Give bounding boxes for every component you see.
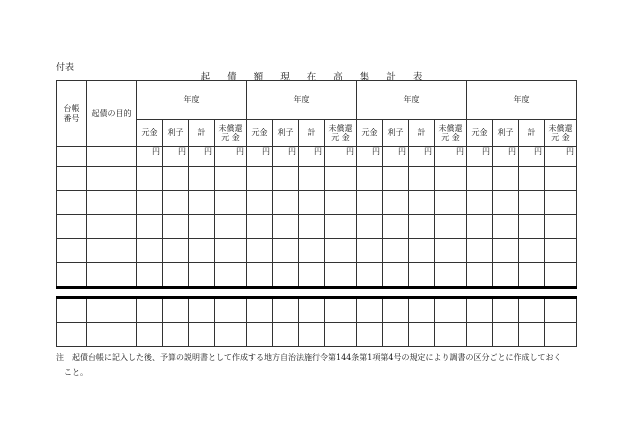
purpose-header: 起債の目的 — [87, 81, 137, 147]
table-cell — [87, 263, 137, 288]
table-cell — [493, 298, 519, 323]
table-cell — [409, 191, 435, 215]
yen-unit: 円 — [357, 147, 383, 167]
principal-header: 元金 — [137, 120, 163, 147]
total-header: 計 — [519, 120, 545, 147]
table-cell — [57, 215, 87, 239]
ledger-table — [56, 80, 577, 347]
table-cell — [215, 191, 247, 215]
table-cell — [57, 263, 87, 288]
table-cell — [435, 239, 467, 263]
table-cell — [519, 191, 545, 215]
table-cell — [325, 298, 357, 323]
table-cell — [493, 323, 519, 347]
table-cell — [189, 323, 215, 347]
table-row — [57, 191, 577, 215]
table-cell — [137, 191, 163, 215]
table-cell — [493, 191, 519, 215]
table-cell — [383, 298, 409, 323]
interest-header: 利子 — [493, 120, 519, 147]
yen-unit: 円 — [163, 147, 189, 167]
footnote-line-2: こと。 — [64, 368, 88, 377]
table-cell — [215, 263, 247, 288]
table-cell — [299, 191, 325, 215]
table-cell — [57, 167, 87, 191]
table-cell — [247, 298, 273, 323]
table-cell — [247, 167, 273, 191]
table-cell — [299, 167, 325, 191]
table-cell — [163, 167, 189, 191]
table-cell — [545, 263, 577, 288]
table-cell — [325, 323, 357, 347]
table-cell — [189, 167, 215, 191]
appendix-label: 付表 — [56, 63, 75, 73]
table-cell — [519, 323, 545, 347]
interest-header: 利子 — [163, 120, 189, 147]
table-cell — [545, 323, 577, 347]
empty-cell — [87, 147, 137, 167]
total-header: 計 — [409, 120, 435, 147]
table-cell — [57, 298, 87, 323]
table-row — [57, 215, 577, 239]
table-cell — [137, 239, 163, 263]
separator-row — [57, 288, 577, 298]
interest-header: 利子 — [383, 120, 409, 147]
yen-unit: 円 — [545, 147, 577, 167]
yen-unit-row — [57, 147, 577, 167]
table-cell — [493, 167, 519, 191]
table-cell — [325, 263, 357, 288]
table-cell — [299, 215, 325, 239]
table-cell — [383, 191, 409, 215]
table-cell — [87, 191, 137, 215]
table-cell — [435, 298, 467, 323]
table-cell — [435, 323, 467, 347]
table-cell — [545, 167, 577, 191]
table-cell — [409, 167, 435, 191]
table-cell — [467, 298, 493, 323]
table-cell — [545, 298, 577, 323]
table-cell — [325, 191, 357, 215]
table-cell — [215, 215, 247, 239]
total-header: 計 — [299, 120, 325, 147]
table-cell — [435, 215, 467, 239]
table-cell — [467, 215, 493, 239]
table-cell — [163, 191, 189, 215]
table-cell — [519, 215, 545, 239]
yen-unit: 円 — [409, 147, 435, 167]
table-cell — [189, 191, 215, 215]
table-cell — [299, 263, 325, 288]
table-cell — [57, 191, 87, 215]
table-cell — [435, 167, 467, 191]
empty-cell — [57, 147, 87, 167]
table-cell — [519, 298, 545, 323]
yen-unit: 円 — [215, 147, 247, 167]
yen-unit: 円 — [247, 147, 273, 167]
document-title: 起 債 額 現 在 高 集 計 表 — [200, 72, 430, 83]
table-cell — [409, 298, 435, 323]
table-cell — [163, 323, 189, 347]
table-cell — [87, 323, 137, 347]
table-cell — [87, 298, 137, 323]
table-cell — [273, 263, 299, 288]
footnote — [56, 350, 576, 380]
table-cell — [87, 239, 137, 263]
table-cell — [273, 215, 299, 239]
table-cell — [137, 263, 163, 288]
table-cell — [467, 239, 493, 263]
table-cell — [493, 215, 519, 239]
table-cell — [87, 215, 137, 239]
table-cell — [325, 167, 357, 191]
table-cell — [409, 239, 435, 263]
year-header: 年度 — [357, 81, 467, 120]
table-cell — [357, 215, 383, 239]
yen-unit: 円 — [435, 147, 467, 167]
table-cell — [493, 263, 519, 288]
interest-header: 利子 — [273, 120, 299, 147]
header-row-year — [57, 81, 577, 120]
unpaid-principal-header: 未償還元 金 — [215, 120, 247, 147]
table-cell — [383, 215, 409, 239]
unpaid-principal-header: 未償還元 金 — [325, 120, 357, 147]
double-rule — [57, 288, 577, 298]
table-row — [57, 263, 577, 288]
total-row — [57, 298, 577, 323]
yen-unit: 円 — [519, 147, 545, 167]
table-cell — [383, 239, 409, 263]
table-row — [57, 167, 577, 191]
table-cell — [189, 215, 215, 239]
table-cell — [189, 239, 215, 263]
unpaid-principal-header: 未償還元 金 — [545, 120, 577, 147]
table-cell — [383, 323, 409, 347]
table-cell — [273, 323, 299, 347]
table-cell — [215, 167, 247, 191]
table-cell — [273, 239, 299, 263]
table-cell — [137, 215, 163, 239]
table-cell — [273, 298, 299, 323]
table-cell — [87, 167, 137, 191]
year-header: 年度 — [137, 81, 247, 120]
table-cell — [383, 167, 409, 191]
table-cell — [163, 298, 189, 323]
yen-unit: 円 — [273, 147, 299, 167]
year-header: 年度 — [467, 81, 577, 120]
table-cell — [409, 323, 435, 347]
table-cell — [137, 323, 163, 347]
table-cell — [189, 298, 215, 323]
unpaid-principal-header: 未償還元 金 — [435, 120, 467, 147]
yen-unit: 円 — [383, 147, 409, 167]
yen-unit: 円 — [189, 147, 215, 167]
table-row — [57, 239, 577, 263]
principal-header: 元金 — [357, 120, 383, 147]
table-cell — [247, 191, 273, 215]
table-cell — [163, 239, 189, 263]
year-header: 年度 — [247, 81, 357, 120]
principal-header: 元金 — [247, 120, 273, 147]
yen-unit: 円 — [467, 147, 493, 167]
table-cell — [137, 167, 163, 191]
table-cell — [545, 215, 577, 239]
table-cell — [357, 323, 383, 347]
table-cell — [519, 263, 545, 288]
table-cell — [357, 298, 383, 323]
table-cell — [409, 263, 435, 288]
table-cell — [435, 263, 467, 288]
table-cell — [467, 167, 493, 191]
table-cell — [247, 323, 273, 347]
table-cell — [357, 239, 383, 263]
table-cell — [273, 191, 299, 215]
yen-unit: 円 — [299, 147, 325, 167]
table-cell — [247, 239, 273, 263]
table-cell — [493, 239, 519, 263]
table-cell — [545, 239, 577, 263]
ledger-no-header: 台帳番号 — [57, 81, 87, 147]
footnote-line-1: 注 起債台帳に記入した後、予算の説明書として作成する地方自治法施行令第144条第1項第4号の規定により調書の区分ごとに作成しておく — [56, 353, 562, 362]
total-header: 計 — [189, 120, 215, 147]
table-cell — [299, 239, 325, 263]
table-cell — [215, 298, 247, 323]
table-cell — [163, 263, 189, 288]
table-cell — [215, 239, 247, 263]
table-cell — [409, 215, 435, 239]
table-cell — [137, 298, 163, 323]
table-cell — [325, 215, 357, 239]
yen-unit: 円 — [325, 147, 357, 167]
table-cell — [545, 191, 577, 215]
table-cell — [163, 215, 189, 239]
table-cell — [299, 298, 325, 323]
table-cell — [467, 191, 493, 215]
table-cell — [519, 239, 545, 263]
table-cell — [357, 167, 383, 191]
table-cell — [357, 263, 383, 288]
principal-header: 元金 — [467, 120, 493, 147]
total-row — [57, 323, 577, 347]
table-cell — [247, 263, 273, 288]
table-cell — [57, 239, 87, 263]
table-cell — [215, 323, 247, 347]
table-cell — [467, 323, 493, 347]
yen-unit: 円 — [493, 147, 519, 167]
table-cell — [435, 191, 467, 215]
table-cell — [357, 191, 383, 215]
table-cell — [299, 323, 325, 347]
table-cell — [519, 167, 545, 191]
table-cell — [273, 167, 299, 191]
table-cell — [189, 263, 215, 288]
table-cell — [383, 263, 409, 288]
table-cell — [467, 263, 493, 288]
table-cell — [57, 323, 87, 347]
yen-unit: 円 — [137, 147, 163, 167]
table-cell — [325, 239, 357, 263]
table-cell — [247, 215, 273, 239]
